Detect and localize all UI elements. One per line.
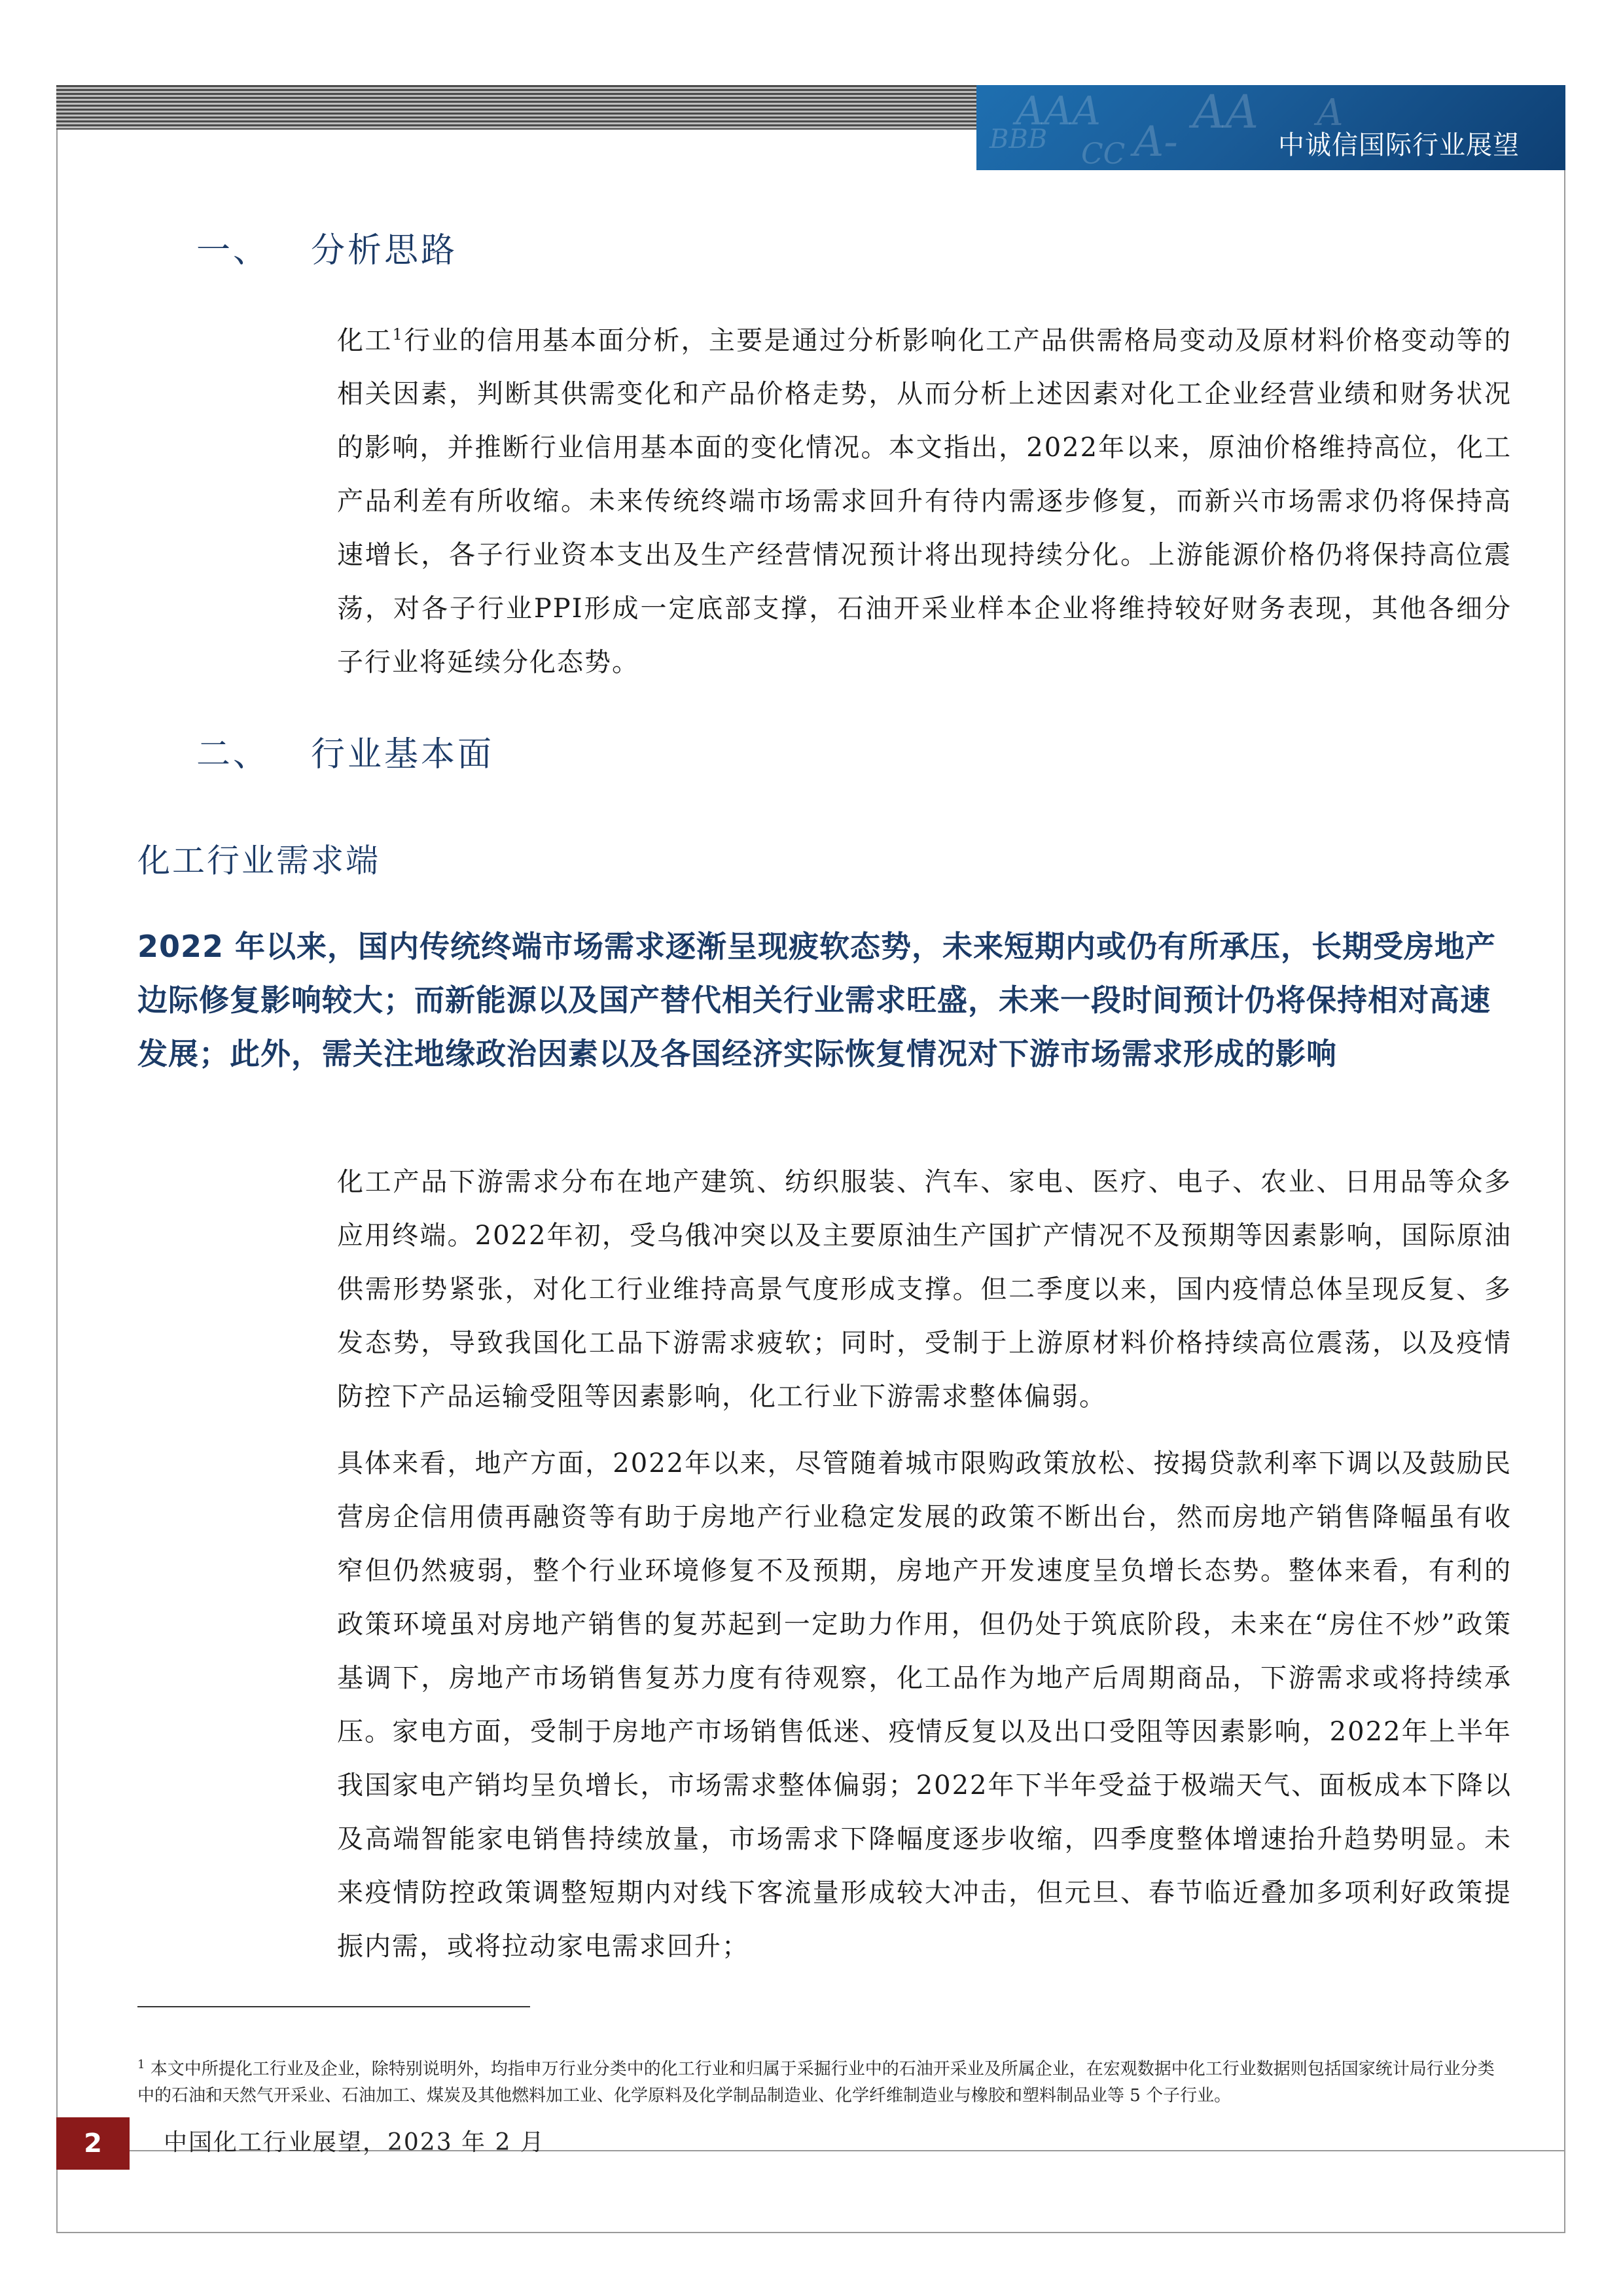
section-title: 分析思路 — [311, 231, 458, 270]
paragraph-text: 行业的信用基本面分析，主要是通过分析影响化工产品供需格局变动及原材料价格变动等的相关因素，判断其供需变化和产品价格走势，从而分析上述因素对化工企业经营业绩和财务状况的影响，并推断行业信用基本面的变化情况。本文指出，2022年以来，原油价格维持高位，化工产品利差有所收缩。未来传统终端市场需求回升有待内需逐步修复，而新兴市场需求仍将保持高速增长，各子行业资本支出及生产经营情况预计将出现持续分化。上游能源价格仍将保持高位震荡，对各子行业PPI形成一定底部支撑，石油开采业样本企业将维持较好财务表现，其他各细分子行业将延续分化态势。 — [337, 325, 1512, 678]
header-banner — [976, 85, 1565, 170]
lead-paragraph: 2022 年以来，国内传统终端市场需求逐渐呈现疲软态势，未来短期内或仍有所承压，长期受房地产边际修复影响较大；而新能源以及国产替代相关行业需求旺盛，未来一段时间预计仍将保持相对高速发展；此外，需关注地缘政治因素以及各国经济实际恢复情况对下游市场需求形成的影响 — [137, 929, 1497, 1071]
footnote-text: 本文中所提化工行业及企业，除特别说明外，均指申万行业分类中的化工行业和归属于采掘行业中的石油开采业及所属企业，在宏观数据中化工行业数据则包括国家统计局行业分类中的石油和天然气开采业、石油加工、煤炭及其他燃料加工业、化学原料及化学制品制造业、化学纤维制造业与橡胶和塑料制品业等 5 个子行业。 — [137, 2059, 1495, 2106]
paragraph-detail: 具体来看，地产方面，2022年以来，尽管随着城市限购政策放松、按揭贷款利率下调以及鼓励民营房企信用债再融资等有助于房地产行业稳定发展的政策不断出台，然而房地产销售降幅虽有收窄但仍然疲弱，整个行业环境修复不及预期，房地产开发速度呈负增长态势。整体来看，有利的政策环境虽对房地产销售的复苏起到一定助力作用，但仍处于筑底阶段，未来在“房住不炒”政策基调下，房地产市场销售复苏力度有待观察，化工品作为地产后周期商品，下游需求或将持续承压。家电方面，受制于房地产市场销售低迷、疫情反复以及出口受阻等因素影响，2022年上半年我国家电产销均呈负增长，市场需求整体偏弱；2022年下半年受益于极端天气、面板成本下降以及高端智能家电销售持续放量，市场需求下降幅度逐步收缩，四季度整体增速抬升趋势明显。未来疫情防控政策调整短期内对线下客流量形成较大冲击，但元旦、春节临近叠加多项利好政策提振内需，或将拉动家电需求回升； — [337, 1448, 1512, 1962]
subsection-heading: 化工行业需求端 — [137, 842, 380, 880]
paragraph-demand: 化工产品下游需求分布在地产建筑、纺织服装、汽车、家电、医疗、电子、农业、日用品等众多应用终端。2022年初，受乌俄冲突以及主要原油生产国扩产情况不及预期等因素影响，国际原油供需形势紧张，对化工行业维持高景气度形成支撑。但二季度以来，国内疫情总体呈现反复、多发态势，导致我国化工品下游需求疲软；同时，受制于上游原材料价格持续高位震荡，以及疫情防控下产品运输受阻等因素影响，化工行业下游需求整体偏弱。 — [337, 1167, 1512, 1412]
header-stripe — [56, 85, 976, 130]
footer-text: 中国化工行业展望，2023 年 2 月 — [164, 2129, 545, 2156]
page-number: 2 — [56, 2117, 130, 2170]
section-heading-2 — [196, 726, 494, 776]
footnote — [137, 2052, 1505, 2109]
banner-deco-text: A — [1317, 92, 1344, 134]
section-heading-1 — [196, 223, 457, 272]
banner-deco-text: AAA — [1016, 88, 1101, 134]
paragraph-text: 化工 — [337, 325, 393, 356]
banner-deco-text: CC — [1081, 137, 1126, 170]
section-number: 二、 — [196, 735, 270, 774]
footnote-divider — [137, 2006, 530, 2007]
section-title: 行业基本面 — [311, 735, 495, 774]
footnote-marker: 1 — [137, 2058, 145, 2072]
footnote-ref[interactable]: 1 — [392, 325, 404, 344]
banner-deco-text: A- — [1133, 118, 1178, 166]
paragraph-analysis — [337, 308, 1512, 689]
banner-deco-text: BBB — [990, 124, 1048, 154]
banner-title: 中诚信国际行业展望 — [1278, 130, 1520, 160]
section-number: 一、 — [196, 231, 270, 270]
banner-deco-text: AA — [1192, 85, 1259, 139]
